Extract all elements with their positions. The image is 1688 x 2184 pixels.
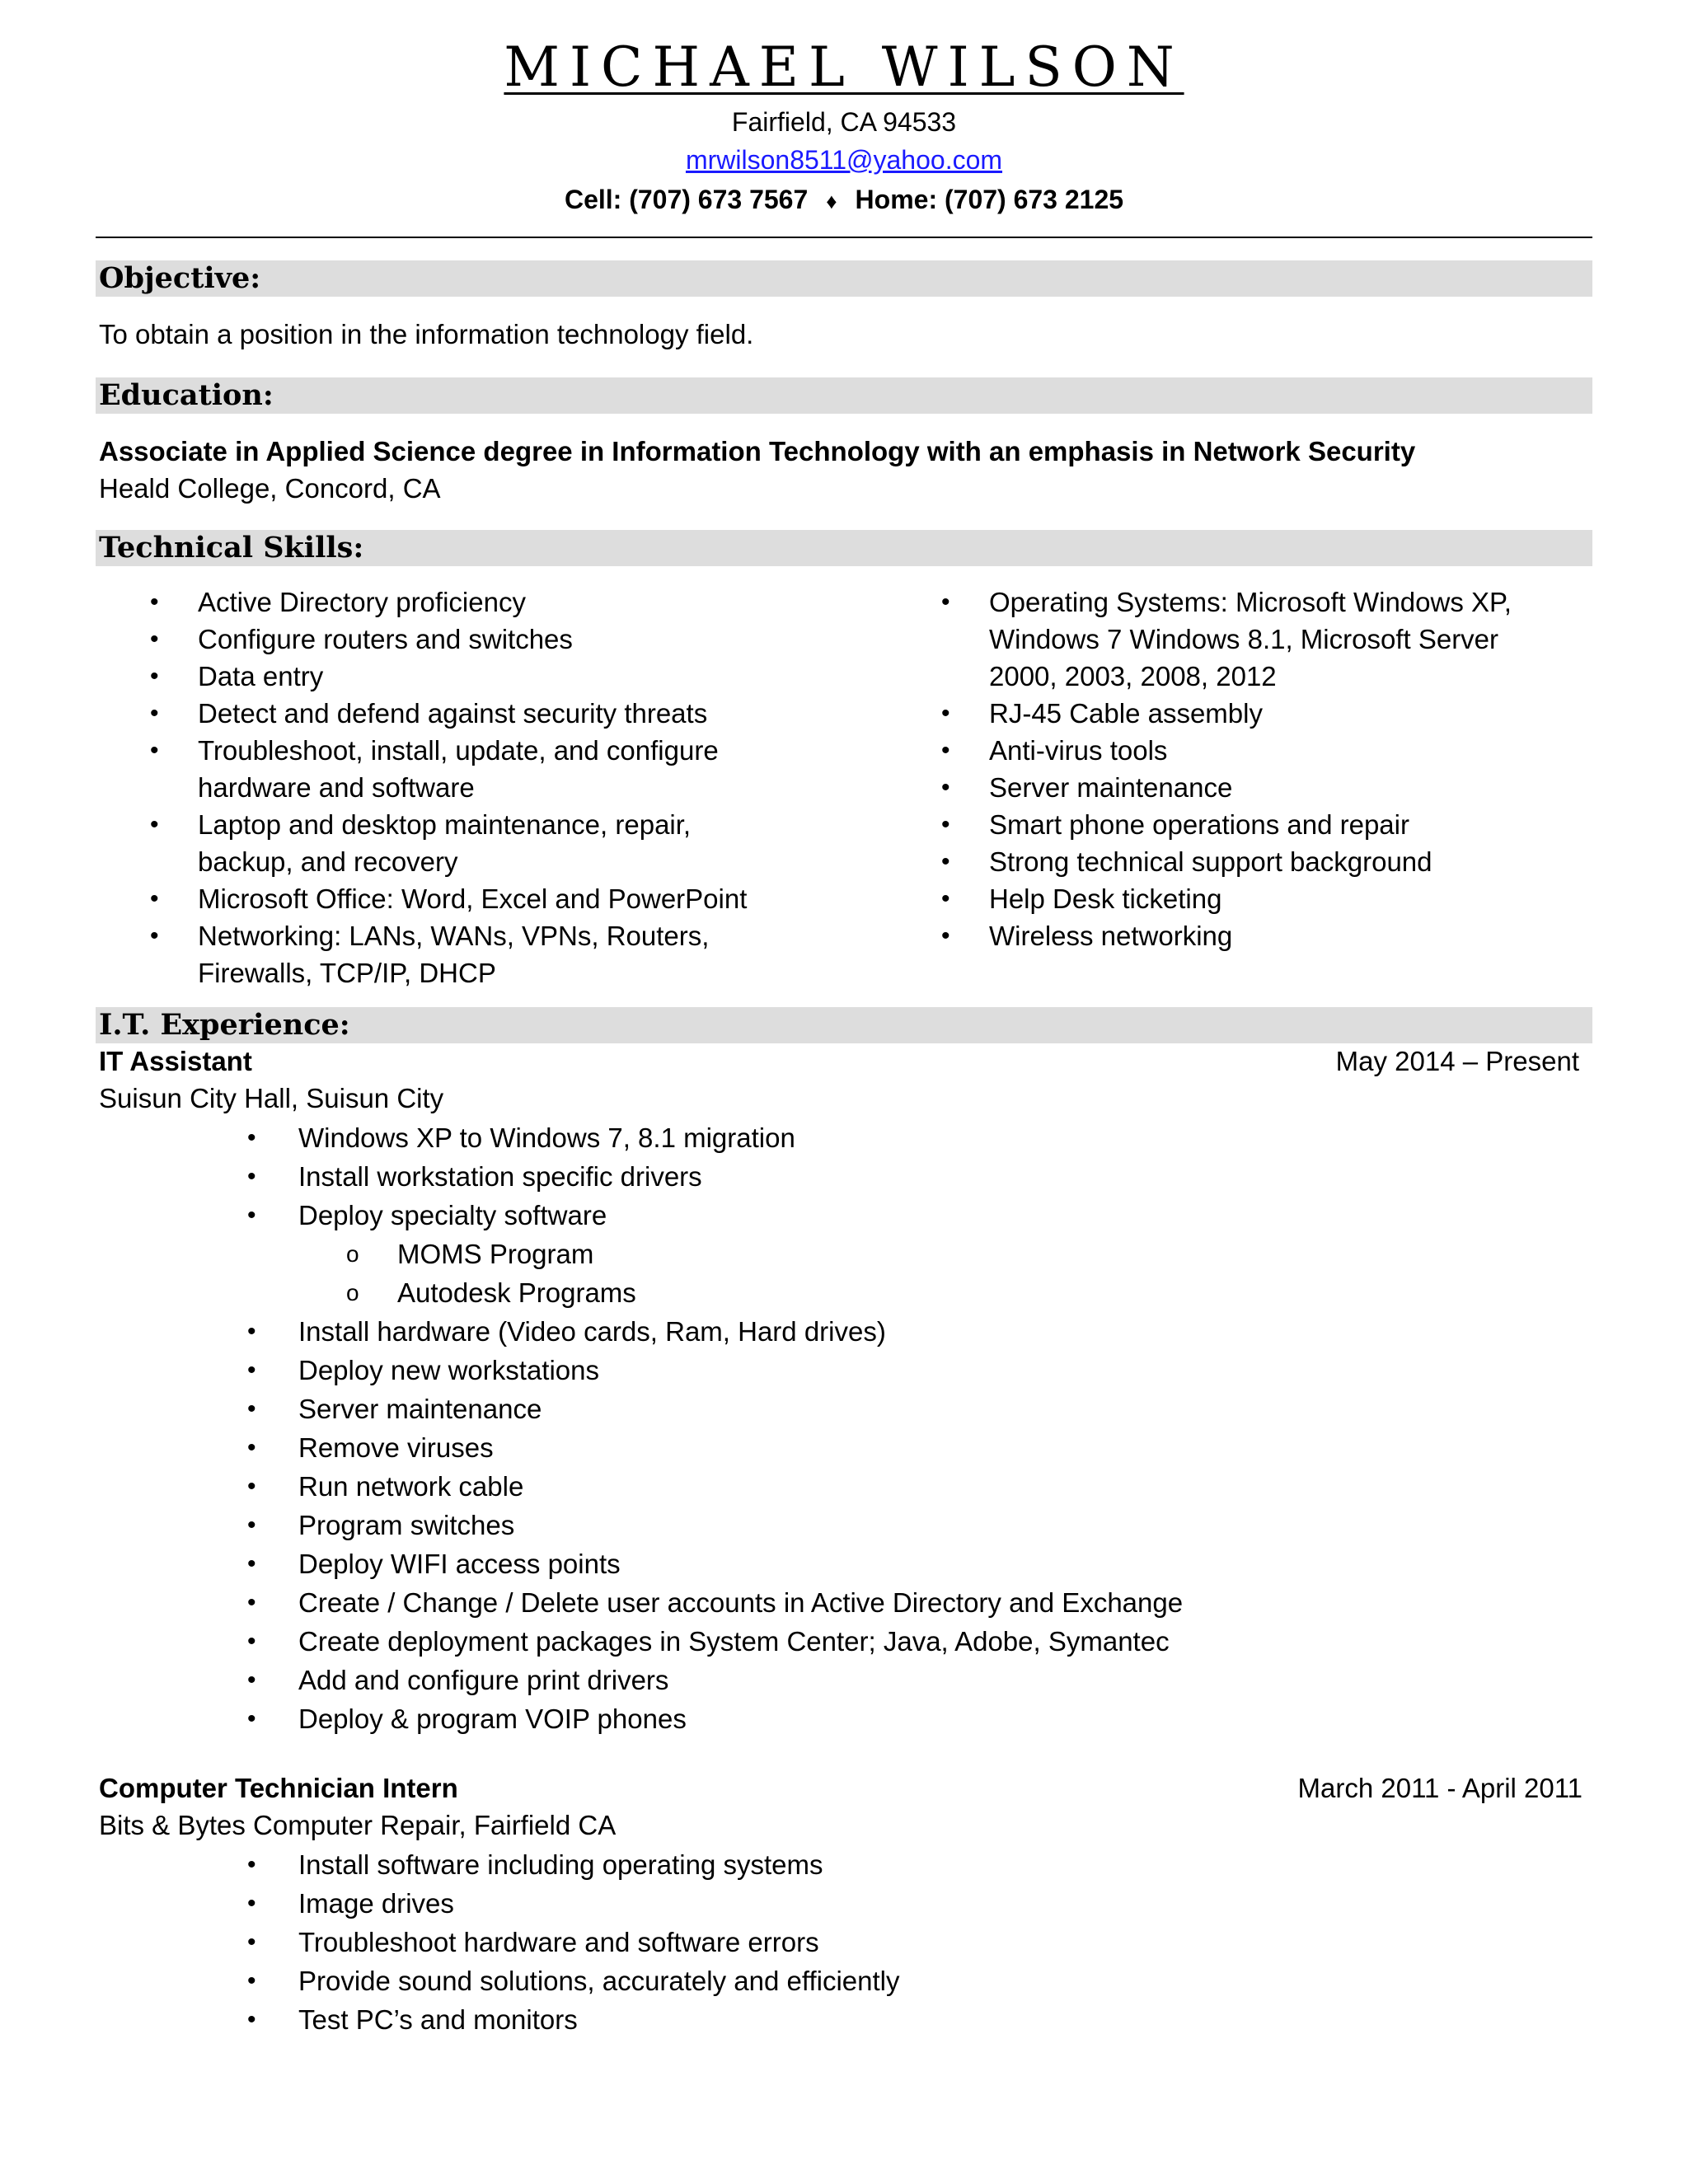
education-section-bar <box>96 377 1592 414</box>
bullet-icon: • <box>247 1890 256 1917</box>
bullet-icon: • <box>941 811 950 838</box>
bullet-icon: • <box>247 1851 256 1878</box>
list-item <box>247 1506 1183 1544</box>
bullet-icon: • <box>247 1318 256 1345</box>
list-item <box>247 1544 1183 1583</box>
objective-text: To obtain a position in the information technology field. <box>99 319 754 349</box>
skill-text: Wireless networking <box>989 921 1233 951</box>
bullet-icon: • <box>247 1967 256 1994</box>
job-organization: Bits & Bytes Computer Repair, Fairfield CA <box>99 1810 617 1840</box>
duty-text: Image drives <box>298 1888 454 1919</box>
bullet-icon: • <box>247 1473 256 1500</box>
list-item <box>247 1884 899 1923</box>
address: Fairfield, CA 94533 <box>731 107 957 137</box>
education-heading: Education: <box>99 378 274 412</box>
cell-phone: Cell: (707) 673 7567 <box>564 185 809 214</box>
list-item <box>148 806 791 880</box>
bullet-icon: • <box>150 885 159 912</box>
job-organization: Suisun City Hall, Suisun City <box>99 1083 444 1113</box>
duty-text: Troubleshoot hardware and software errors <box>298 1927 819 1957</box>
list-item <box>247 1961 899 2000</box>
list-item <box>940 695 1566 732</box>
job-duties-list <box>247 1845 899 2039</box>
resume-name-text: MICHAEL WILSON <box>504 35 1184 99</box>
duty-text: Program switches <box>298 1510 515 1540</box>
bullet-icon: • <box>150 700 159 727</box>
bullet-icon: • <box>247 1434 256 1461</box>
email-link[interactable] <box>0 143 1688 176</box>
duty-text: Deploy WIFI access points <box>298 1549 621 1579</box>
list-item <box>940 769 1566 806</box>
duty-text: Test PC’s and monitors <box>298 2004 578 2035</box>
sub-list-item <box>247 1273 1183 1312</box>
duty-text: Create deployment packages in System Center; Java, Adobe, Symantec <box>298 1626 1170 1657</box>
bullet-icon: • <box>941 700 950 727</box>
bullet-icon: • <box>150 663 159 690</box>
duty-text: Install software including operating systems <box>298 1849 823 1880</box>
school: Heald College, Concord, CA <box>99 473 441 504</box>
bullet-icon: • <box>150 811 159 838</box>
bullet-icon: • <box>247 1511 256 1539</box>
skill-text: Troubleshoot, install, update, and configure hardware and software <box>198 735 719 803</box>
list-item <box>247 1923 899 1961</box>
list-item <box>247 1157 1183 1196</box>
list-item <box>247 1390 1183 1428</box>
skill-text: Operating Systems: Microsoft Windows XP, Windows 7 Windows 8.1, Microsoft Server 2000, 2003, 2008, 2012 <box>989 587 1512 691</box>
list-item <box>247 1661 1183 1699</box>
degree: Associate in Applied Science degree in Information Technology with an emphasis in Network Security <box>99 436 1416 466</box>
header-divider <box>96 237 1592 238</box>
job-duties-list <box>247 1118 1183 1738</box>
duty-text: Run network cable <box>298 1471 524 1502</box>
bullet-icon: • <box>150 737 159 764</box>
skill-text: Active Directory proficiency <box>198 587 526 617</box>
bullet-icon: • <box>941 885 950 912</box>
skill-text: Detect and defend against security threats <box>198 698 708 729</box>
bullet-icon: • <box>247 1395 256 1422</box>
duty-text: MOMS Program <box>397 1239 594 1269</box>
phone-line <box>0 183 1688 218</box>
duty-text: Provide sound solutions, accurately and efficiently <box>298 1966 900 1996</box>
circle-bullet-icon: o <box>346 1241 359 1267</box>
list-item <box>247 1428 1183 1467</box>
job-title: IT Assistant <box>99 1046 252 1076</box>
skill-text: Strong technical support background <box>989 846 1432 877</box>
bullet-icon: • <box>247 2006 256 2033</box>
bullet-icon: • <box>247 1929 256 1956</box>
objective-section-bar <box>96 260 1592 297</box>
list-item <box>247 1312 1183 1351</box>
skill-text: Server maintenance <box>989 772 1233 803</box>
duty-text: Remove viruses <box>298 1432 494 1463</box>
skill-text: Networking: LANs, WANs, VPNs, Routers, Firewalls, TCP/IP, DHCP <box>198 921 710 988</box>
bullet-icon: • <box>150 626 159 653</box>
list-item <box>247 1351 1183 1390</box>
bullet-icon: • <box>150 588 159 616</box>
skill-text: Anti-virus tools <box>989 735 1168 766</box>
skill-text: Microsoft Office: Word, Excel and PowerPoint <box>198 883 748 914</box>
bullet-icon: • <box>247 1124 256 1151</box>
circle-bullet-icon: o <box>346 1280 359 1305</box>
duty-text: Server maintenance <box>298 1394 542 1424</box>
list-item <box>940 843 1566 880</box>
list-item <box>247 1583 1183 1622</box>
list-item <box>148 658 791 695</box>
list-item <box>247 1845 899 1884</box>
skill-text: Data entry <box>198 661 324 691</box>
list-item <box>940 806 1566 843</box>
list-item <box>247 1196 1183 1235</box>
bullet-icon: • <box>941 737 950 764</box>
list-item <box>148 880 791 917</box>
bullet-icon: • <box>941 922 950 949</box>
duty-text: Install hardware (Video cards, Ram, Hard drives) <box>298 1316 886 1347</box>
skill-text: Configure routers and switches <box>198 624 573 654</box>
list-item <box>940 583 1566 695</box>
bullet-icon: • <box>941 848 950 875</box>
bullet-icon: • <box>941 774 950 801</box>
bullet-icon: • <box>247 1202 256 1229</box>
diamond-icon: ♦ <box>826 189 837 213</box>
sub-list-item <box>247 1235 1183 1273</box>
duty-text: Autodesk Programs <box>397 1277 636 1308</box>
duty-text: Create / Change / Delete user accounts in Active Directory and Exchange <box>298 1587 1184 1618</box>
duty-text: Install workstation specific drivers <box>298 1161 702 1192</box>
skill-text: Help Desk ticketing <box>989 883 1222 914</box>
list-item <box>247 1699 1183 1738</box>
resume-name <box>0 35 1688 101</box>
list-item <box>247 2000 899 2039</box>
bullet-icon: • <box>941 588 950 616</box>
list-item <box>247 1118 1183 1157</box>
duty-text: Add and configure print drivers <box>298 1665 669 1695</box>
duty-text: Windows XP to Windows 7, 8.1 migration <box>298 1122 795 1153</box>
bullet-icon: • <box>247 1589 256 1616</box>
bullet-icon: • <box>247 1550 256 1577</box>
bullet-icon: • <box>247 1666 256 1694</box>
skill-text: Laptop and desktop maintenance, repair, backup, and recovery <box>198 809 692 877</box>
job-title: Computer Technician Intern <box>99 1773 458 1803</box>
job-dates: May 2014 – Present <box>1335 1046 1579 1076</box>
skills-heading: Technical Skills: <box>99 531 364 565</box>
bullet-icon: • <box>247 1357 256 1384</box>
list-item <box>148 621 791 658</box>
skill-text: RJ-45 Cable assembly <box>989 698 1263 729</box>
list-item <box>247 1467 1183 1506</box>
list-item <box>940 732 1566 769</box>
duty-text: Deploy new workstations <box>298 1355 599 1385</box>
email-link-text[interactable]: mrwilson8511@yahoo.com <box>685 145 1003 175</box>
home-phone: Home: (707) 673 2125 <box>855 185 1124 214</box>
bullet-icon: • <box>150 922 159 949</box>
duty-text: Deploy & program VOIP phones <box>298 1704 687 1734</box>
experience-heading: I.T. Experience: <box>99 1008 350 1042</box>
job-dates: March 2011 - April 2011 <box>1297 1773 1582 1803</box>
bullet-icon: • <box>247 1163 256 1190</box>
list-item <box>148 732 791 806</box>
duty-text: Deploy specialty software <box>298 1200 607 1230</box>
bullet-icon: • <box>247 1628 256 1655</box>
objective-heading: Objective: <box>99 261 261 295</box>
list-item <box>940 917 1566 954</box>
bullet-icon: • <box>247 1705 256 1732</box>
skills-list-left <box>148 583 791 991</box>
list-item <box>148 583 791 621</box>
list-item <box>247 1622 1183 1661</box>
list-item <box>148 917 791 991</box>
list-item <box>148 695 791 732</box>
skills-list-right <box>940 583 1566 954</box>
list-item <box>940 880 1566 917</box>
skill-text: Smart phone operations and repair <box>989 809 1409 840</box>
